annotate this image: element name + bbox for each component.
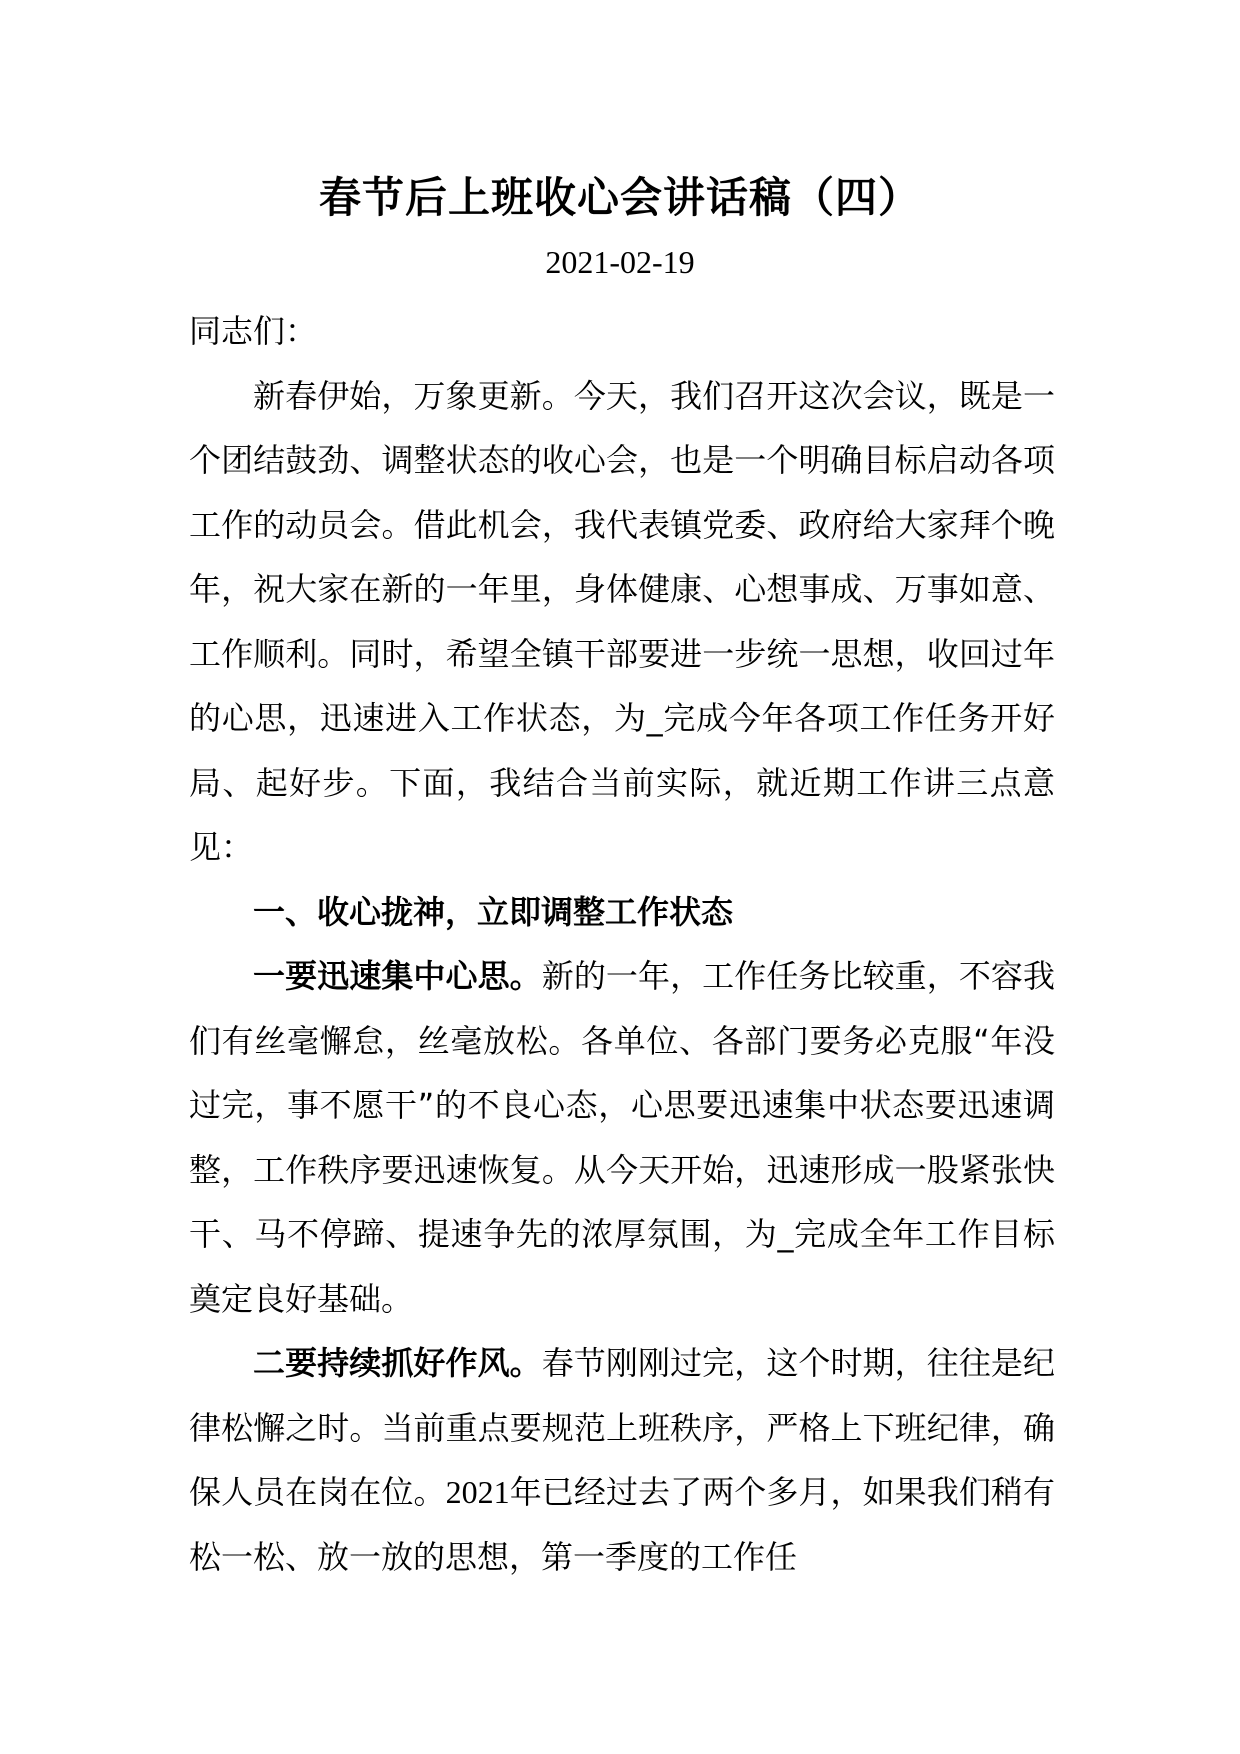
point-paragraph [189,944,1055,1331]
section-heading: 一、收心拢神，立即调整工作状态 [253,892,734,931]
point-lead: 二要持续抓好作风。 [253,1344,542,1382]
point-lead: 一要迅速集中心思。 [253,957,542,995]
point-paragraph [189,1331,1055,1589]
opening-paragraph: 新春伊始，万象更新。今天，我们召开这次会议，既是一个团结鼓劲、调整状态的收心会，也是一个明确目标启动各项工作的动员会。借此机会，我代表镇党委、政府给大家拜个晚年，祝大家在新的一年里，身体健康、心想事成、万事如意、工作顺利。同时，希望全镇干部要进一步统一思想，收回过年的心思，迅速进入工作状态，为_完成今年各项工作任务开好局、起好步。下面，我结合当前实际，就近期工作讲三点意见： [189,376,1055,866]
point-text: 年已经过去了两个多月，如果我们稍有松一松、放一放的思想，第一季度的工作任 [189,1473,1055,1576]
point-text: 春节刚刚过完，这个时期，往往是纪律松懈之时。当前重点要规范上班秩序，严格上下班纪律，确保人员在岗在位。 [189,1344,1055,1511]
point-text: 新的一年，工作任务比较重，不容我们有丝毫懈怠，丝毫放松。各单位、各部门要务必克服“年没过完，事不愿干”的不良心态，心思要迅速集中状态要迅速调整，工作秩序要迅速恢复。从今天开始，迅速形成一股紧张快干、马不停蹄、提速争先的浓厚氛围，为_完成全年工作目标奠定良好基础。 [189,957,1055,1318]
salutation: 同志们： [189,312,318,350]
document-date: 2021-02-19 [545,244,695,280]
document-body [189,299,1055,1589]
document-title: 春节后上班收心会讲话稿（四） [318,173,921,222]
year-number: 2021 [445,1474,510,1510]
